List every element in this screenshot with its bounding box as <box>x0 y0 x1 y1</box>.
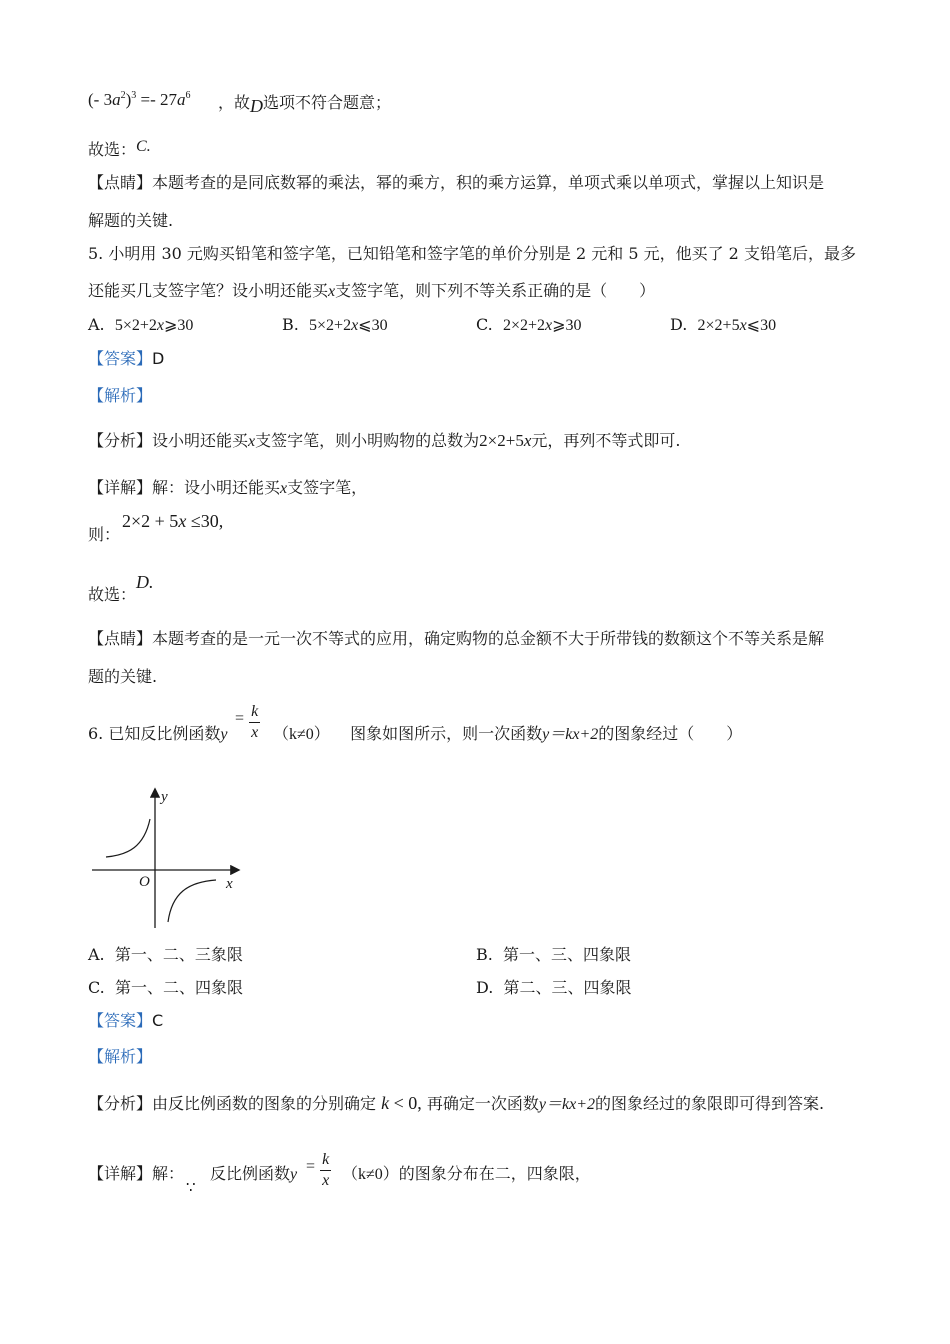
q6-analysis-tag: 【解析】 <box>88 1047 153 1066</box>
q5-option-c: C. 2×2+2x⩾30 <box>476 315 582 334</box>
q5-analysis-tag: 【解析】 <box>88 386 153 405</box>
q5-stem-line2: 还能买几支签字笔？设小明还能买x支签字笔，则下列不等关系正确的是（ ） <box>88 281 656 300</box>
q6-stem-rest: （k≠0） 图象如图所示，则一次函数y＝kx+2的图象经过（ ） <box>273 724 743 743</box>
because-symbol: ∵ <box>186 1180 196 1196</box>
branch-second-quadrant <box>106 819 150 857</box>
q5-option-a: A. 5×2+2x⩾30 <box>88 315 194 334</box>
q6-fraction: = $\frac{k}{x}$ <box>235 703 259 741</box>
q5-answer: 【答案】D <box>88 349 165 368</box>
remark-prev-line2: 解题的关键. <box>88 211 174 230</box>
q6-stem-pre: 6. 已知反比例函数y <box>88 724 228 743</box>
q6-option-c: C. 第一、二、四象限 <box>88 978 243 997</box>
q5-detail: 【详解】解：设小明还能买x支签字笔， <box>88 478 368 497</box>
remark-prev-line1: 【点睛】本题考查的是同底数幂的乘法，幂的乘方，积的乘方运算，单项式乘以单项式，掌握以上知识是 <box>88 173 825 192</box>
q6-option-d: D. 第二、三、四象限 <box>476 978 632 997</box>
q6-option-a: A. 第一、二、三象限 <box>88 945 243 964</box>
q6-detail-post: （k≠0）的图象分布在二，四象限， <box>342 1164 591 1183</box>
q5-fenxi: 【分析】设小明还能买x支签字笔，则小明购物的总数为2×2+5x元，再列不等式即可. <box>88 431 681 450</box>
q5-option-d: D. 2×2+5x⩽30 <box>670 315 777 334</box>
option-d-note: ，故D选项不符合题意； <box>218 93 392 116</box>
y-axis-label: y <box>161 789 168 805</box>
q6-detail-mid: 反比例函数y <box>210 1164 298 1183</box>
q5-remark-line1: 【点睛】本题考查的是一元一次不等式的应用，确定购物的总金额不大于所带钱的数额这个不等关系是解 <box>88 629 825 648</box>
q5-remark-line2: 题的关键. <box>88 667 158 686</box>
x-axis-label: x <box>226 876 233 892</box>
q6-detail-fraction: = $\frac{k}{x}$ <box>306 1151 330 1189</box>
origin-label: O <box>139 874 150 890</box>
branch-fourth-quadrant <box>168 880 216 922</box>
q6-answer: 【答案】C <box>88 1011 164 1030</box>
q5-choose: 故选：D. <box>88 572 154 604</box>
q6-detail-pre: 【详解】解： <box>88 1164 185 1183</box>
q5-stem-line1: 5. 小明用 30 元购买铅笔和签字笔，已知铅笔和签字笔的单价分别是 2 元和 5 元，他买了 2 支铅笔后，最多 <box>88 244 856 263</box>
q6-option-b: B. 第一、三、四象限 <box>476 945 632 964</box>
answer-tag: 【答案】 <box>88 1011 153 1030</box>
q6-fenxi: 【分析】由反比例函数的图象的分别确定 k < 0, 再确定一次函数y＝kx+2的图象经过的象限即可得到答案. <box>88 1093 825 1113</box>
answer-tag: 【答案】 <box>88 349 153 368</box>
choose-line-prev: 故选：C. <box>88 138 151 159</box>
q5-then-label: 则： <box>88 525 121 544</box>
q5-option-b: B. 5×2+2x⩽30 <box>282 315 388 334</box>
power-expression: (- $3a^2)^3 =- 27a^6$ <box>88 90 191 109</box>
inverse-function-graph <box>88 785 248 930</box>
q5-inequality: 2×2 + 5x ≤30, <box>122 511 224 531</box>
